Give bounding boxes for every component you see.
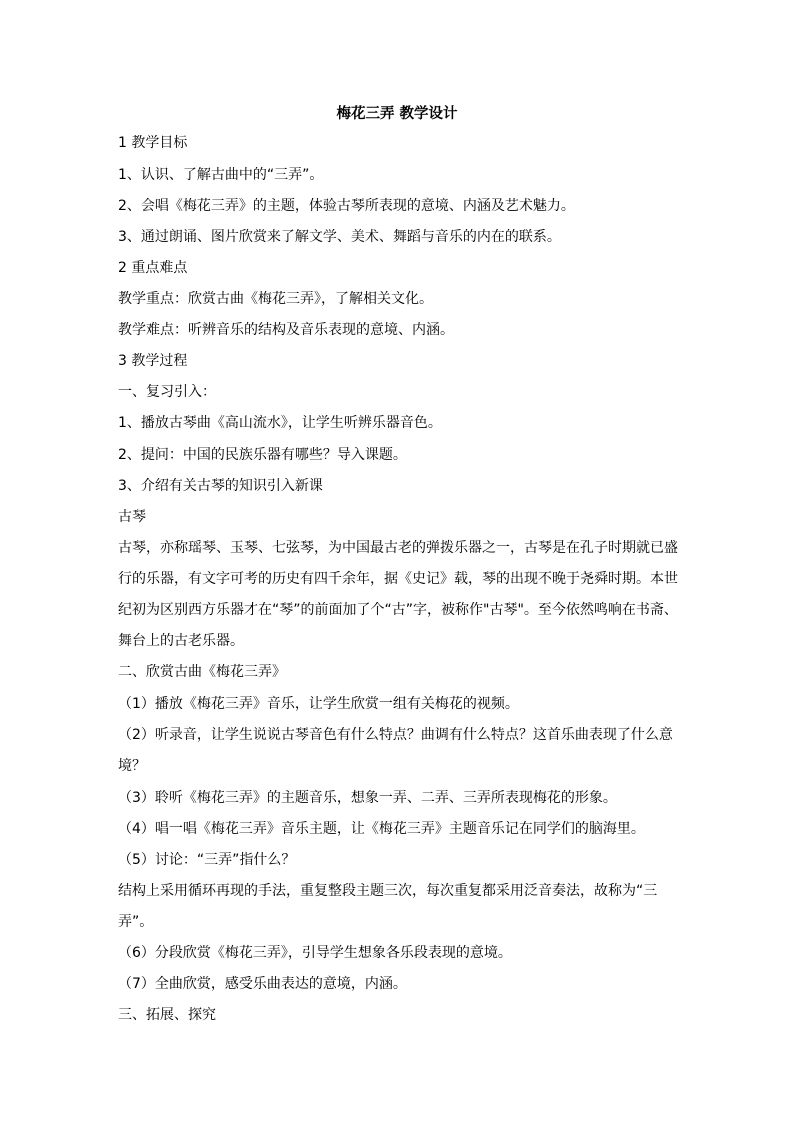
guqin-paragraph-line-2: 行的乐器，有文字可考的历史有四千余年，据《史记》载，琴的出现不晚于尧舜时期。本世 [118, 571, 678, 587]
appreciation-step-2: （2）听录音，让学生说说古琴音色有什么特点？曲调有什么特点？这首乐曲表现了什么意 [118, 727, 673, 743]
structure-explanation-line-2: 弄”。 [118, 914, 154, 930]
subsection-heading-appreciation: 二、欣赏古曲《梅花三弄》 [118, 664, 286, 680]
section-heading-key-points: 2 重点难点 [118, 260, 188, 276]
appreciation-step-3: （3）聆听《梅花三弄》的主题音乐，想象一弄、二弄、三弄所表现梅花的形象。 [118, 790, 617, 806]
appreciation-step-7: （7）全曲欣赏，感受乐曲表达的意境，内涵。 [118, 976, 407, 992]
subsection-heading-review: 一、复习引入： [118, 384, 216, 400]
guqin-heading: 古琴 [118, 509, 146, 525]
appreciation-step-1: （1）播放《梅花三弄》音乐，让学生欣赏一组有关梅花的视频。 [118, 696, 519, 712]
appreciation-step-5: （5）讨论：“三弄”指什么？ [118, 852, 296, 868]
objective-item-2: 2、会唱《梅花三弄》的主题，体验古琴所表现的意境、内涵及艺术魅力。 [118, 198, 575, 214]
guqin-paragraph-line-4: 舞台上的古老乐器。 [118, 633, 244, 649]
section-heading-objectives: 1 教学目标 [118, 135, 188, 151]
guqin-paragraph-line-3: 纪初为区别西方乐器才在“琴”的前面加了个“古”字，被称作"古琴"。至今依然鸣响在书斋、 [118, 602, 678, 618]
review-step-1: 1、播放古琴曲《高山流水》，让学生听辨乐器音色。 [118, 415, 442, 431]
objective-item-1: 1、认识、了解古曲中的“三弄”。 [118, 167, 324, 183]
section-heading-process: 3 教学过程 [118, 353, 188, 369]
review-step-3: 3、介绍有关古琴的知识引入新课 [118, 478, 323, 494]
page-title: 梅花三弄 教学设计 [336, 105, 458, 122]
subsection-heading-extension: 三、拓展、探究 [118, 1007, 216, 1023]
appreciation-step-4: （4）唱一唱《梅花三弄》音乐主题，让《梅花三弄》主题音乐记在同学们的脑海里。 [118, 821, 645, 837]
guqin-paragraph-line-1: 古琴，亦称瑶琴、玉琴、七弦琴，为中国最古老的弹拨乐器之一，古琴是在孔子时期就已盛 [118, 540, 678, 556]
appreciation-step-6: （6）分段欣赏《梅花三弄》，引导学生想象各乐段表现的意境。 [118, 945, 512, 961]
objective-item-3: 3、通过朗诵、图片欣赏来了解文学、美术、舞蹈与音乐的内在的联系。 [118, 229, 561, 245]
appreciation-step-2-continued: 境？ [118, 758, 146, 774]
structure-explanation-line-1: 结构上采用循环再现的手法，重复整段主题三次，每次重复都采用泛音奏法，故称为“三 [118, 883, 658, 899]
review-step-2: 2、提问：中国的民族乐器有哪些？导入课题。 [118, 447, 407, 463]
difficulty-line: 教学难点：听辨音乐的结构及音乐表现的意境、内涵。 [118, 322, 454, 338]
key-point-line: 教学重点：欣赏古曲《梅花三弄》，了解相关文化。 [118, 291, 433, 307]
